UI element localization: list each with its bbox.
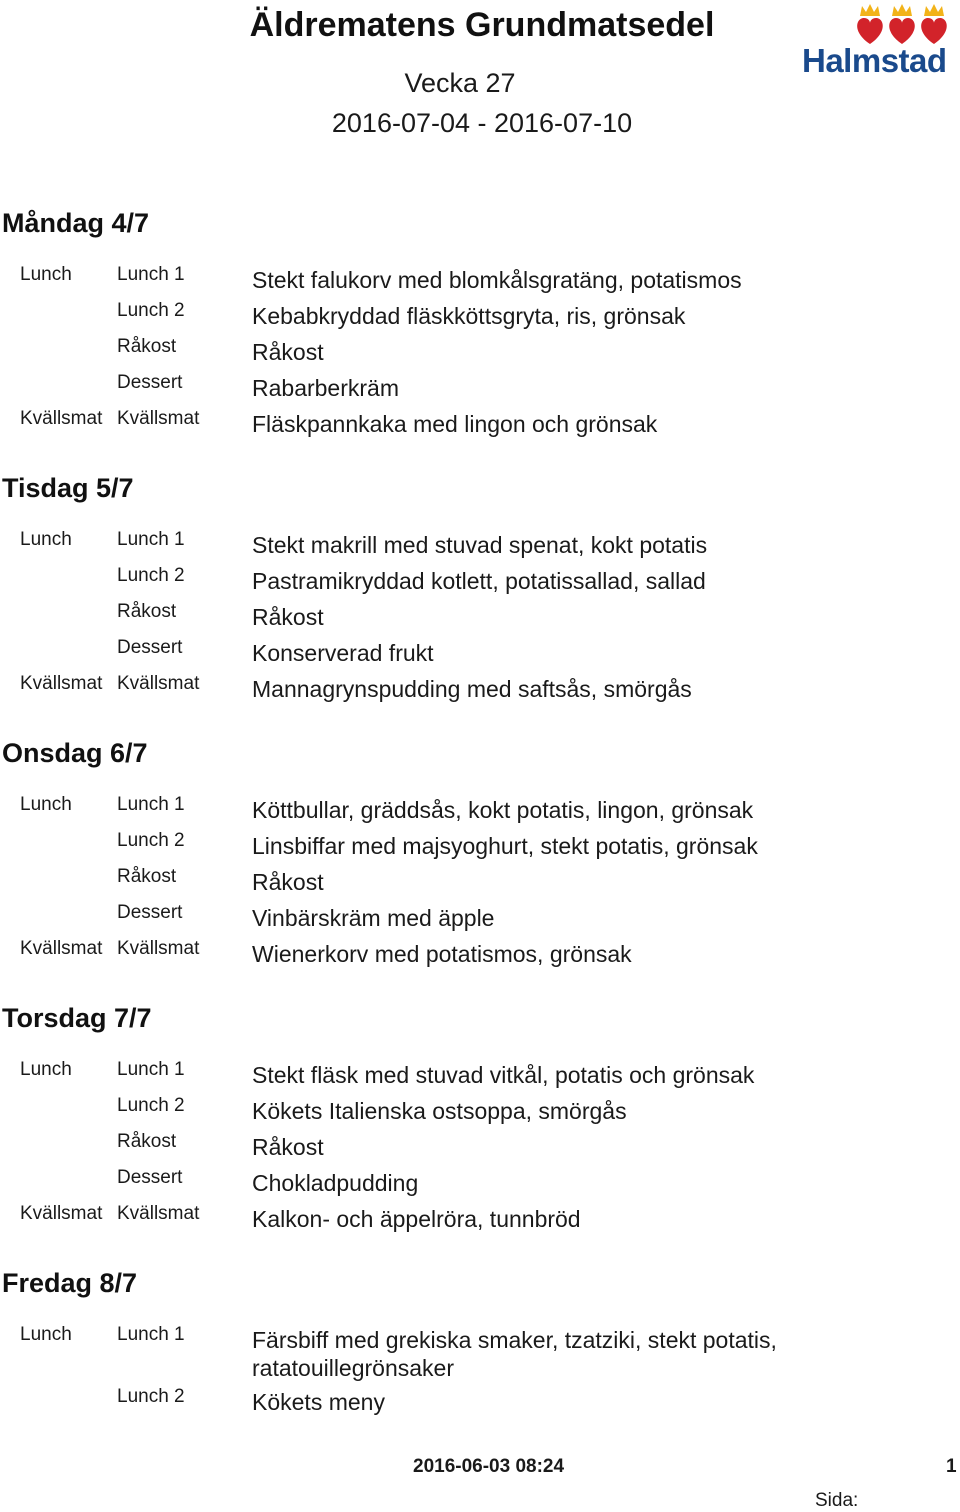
course-label: Lunch 2 bbox=[117, 830, 185, 851]
menu-row bbox=[0, 1203, 960, 1239]
menu-row bbox=[0, 565, 960, 601]
course-label: Råkost bbox=[117, 601, 177, 622]
course-label: Råkost bbox=[117, 1131, 177, 1152]
course-label: Lunch 2 bbox=[117, 1095, 185, 1116]
dish-text: Kökets meny bbox=[252, 1389, 385, 1415]
course-label: Dessert bbox=[117, 372, 183, 393]
week-label: Vecka 27 bbox=[404, 68, 516, 98]
menu-row bbox=[0, 902, 960, 938]
dish-text: Råkost bbox=[252, 339, 324, 365]
menu-row bbox=[0, 300, 960, 336]
dish-text: Råkost bbox=[252, 869, 324, 895]
meal-label: Lunch bbox=[20, 529, 72, 550]
menu-row bbox=[0, 264, 960, 300]
course-label: Råkost bbox=[117, 336, 177, 357]
dish-text: Konserverad frukt bbox=[252, 640, 434, 666]
meal-label: Kvällsmat bbox=[20, 1203, 103, 1224]
dish-text: Stekt falukorv med blomkålsgratäng, potatismos bbox=[252, 267, 742, 293]
course-label: Dessert bbox=[117, 1167, 183, 1188]
menu-row bbox=[0, 1095, 960, 1131]
course-label: Lunch 1 bbox=[117, 264, 185, 285]
dish-text: Fläskpannkaka med lingon och grönsak bbox=[252, 411, 658, 437]
dish-text: Rabarberkräm bbox=[252, 375, 399, 401]
dish-text: Råkost bbox=[252, 604, 324, 630]
meal-label: Kvällsmat bbox=[20, 673, 103, 694]
menu-row bbox=[0, 372, 960, 408]
course-label: Kvällsmat bbox=[117, 673, 200, 694]
dish-text: Vinbärskräm med äpple bbox=[252, 905, 495, 931]
dish-text: Stekt makrill med stuvad spenat, kokt potatis bbox=[252, 532, 708, 558]
crowned-hearts-icon bbox=[800, 4, 960, 46]
course-label: Lunch 2 bbox=[117, 565, 185, 586]
dish-text: Färsbiff med grekiska smaker, tzatziki, stekt potatis, ratatouillegrönsaker bbox=[252, 1327, 777, 1381]
menu-row bbox=[0, 1386, 960, 1422]
course-label: Lunch 2 bbox=[117, 1386, 185, 1407]
menu-row bbox=[0, 336, 960, 372]
page-title: Äldrematens Grundmatsedel bbox=[249, 6, 715, 44]
course-label: Kvällsmat bbox=[117, 408, 200, 429]
course-label: Lunch 1 bbox=[117, 529, 185, 550]
course-label: Dessert bbox=[117, 637, 183, 658]
page-label: Sida: bbox=[815, 1490, 859, 1511]
meal-label: Lunch bbox=[20, 1324, 72, 1345]
menu-row bbox=[0, 1324, 960, 1386]
page-number: 1 bbox=[946, 1456, 957, 1477]
meal-label: Kvällsmat bbox=[20, 408, 103, 429]
menu-row bbox=[0, 938, 960, 974]
halmstad-logo bbox=[800, 4, 960, 79]
menu-row bbox=[0, 794, 960, 830]
day-title: Tisdag 5/7 bbox=[2, 473, 134, 503]
dish-text: Stekt fläsk med stuvad vitkål, potatis och grönsak bbox=[252, 1062, 755, 1088]
dish-text: Chokladpudding bbox=[252, 1170, 419, 1196]
menu-row bbox=[0, 866, 960, 902]
day-title: Torsdag 7/7 bbox=[2, 1003, 152, 1033]
dish-text: Kalkon- och äppelröra, tunnbröd bbox=[252, 1206, 581, 1232]
dish-text: Kebabkryddad fläskköttsgryta, ris, grönsak bbox=[252, 303, 686, 329]
menu-row bbox=[0, 1131, 960, 1167]
dish-text: Råkost bbox=[252, 1134, 324, 1160]
dish-text: Mannagrynspudding med saftsås, smörgås bbox=[252, 676, 692, 702]
menu-row bbox=[0, 601, 960, 637]
course-label: Lunch 1 bbox=[117, 794, 185, 815]
dish-text: Pastramikryddad kotlett, potatissallad, sallad bbox=[252, 568, 706, 594]
meal-label: Lunch bbox=[20, 794, 72, 815]
course-label: Kvällsmat bbox=[117, 938, 200, 959]
menu-row bbox=[0, 637, 960, 673]
day-title: Måndag 4/7 bbox=[2, 208, 150, 238]
day-title: Onsdag 6/7 bbox=[2, 738, 148, 768]
course-label: Lunch 1 bbox=[117, 1059, 185, 1080]
course-label: Råkost bbox=[117, 866, 177, 887]
menu-row bbox=[0, 408, 960, 444]
dish-text: Linsbiffar med majsyoghurt, stekt potatis, grönsak bbox=[252, 833, 758, 859]
menu-row bbox=[0, 830, 960, 866]
dish-text: Köttbullar, gräddsås, kokt potatis, lingon, grönsak bbox=[252, 797, 754, 823]
meal-label: Lunch bbox=[20, 1059, 72, 1080]
course-label: Lunch 1 bbox=[117, 1324, 185, 1345]
meal-label: Lunch bbox=[20, 264, 72, 285]
menu-row bbox=[0, 1167, 960, 1203]
dish-text: Wienerkorv med potatismos, grönsak bbox=[252, 941, 632, 967]
logo-wordmark: Halmstad bbox=[802, 42, 947, 79]
menu-row bbox=[0, 529, 960, 565]
course-label: Lunch 2 bbox=[117, 300, 185, 321]
day-title: Fredag 8/7 bbox=[2, 1268, 138, 1298]
date-range: 2016-07-04 - 2016-07-10 bbox=[331, 108, 633, 138]
menu-row bbox=[0, 673, 960, 709]
course-label: Dessert bbox=[117, 902, 183, 923]
meal-label: Kvällsmat bbox=[20, 938, 103, 959]
menu-row bbox=[0, 1059, 960, 1095]
dish-text: Kökets Italienska ostsoppa, smörgås bbox=[252, 1098, 627, 1124]
print-timestamp: 2016-06-03 08:24 bbox=[413, 1456, 565, 1477]
course-label: Kvällsmat bbox=[117, 1203, 200, 1224]
